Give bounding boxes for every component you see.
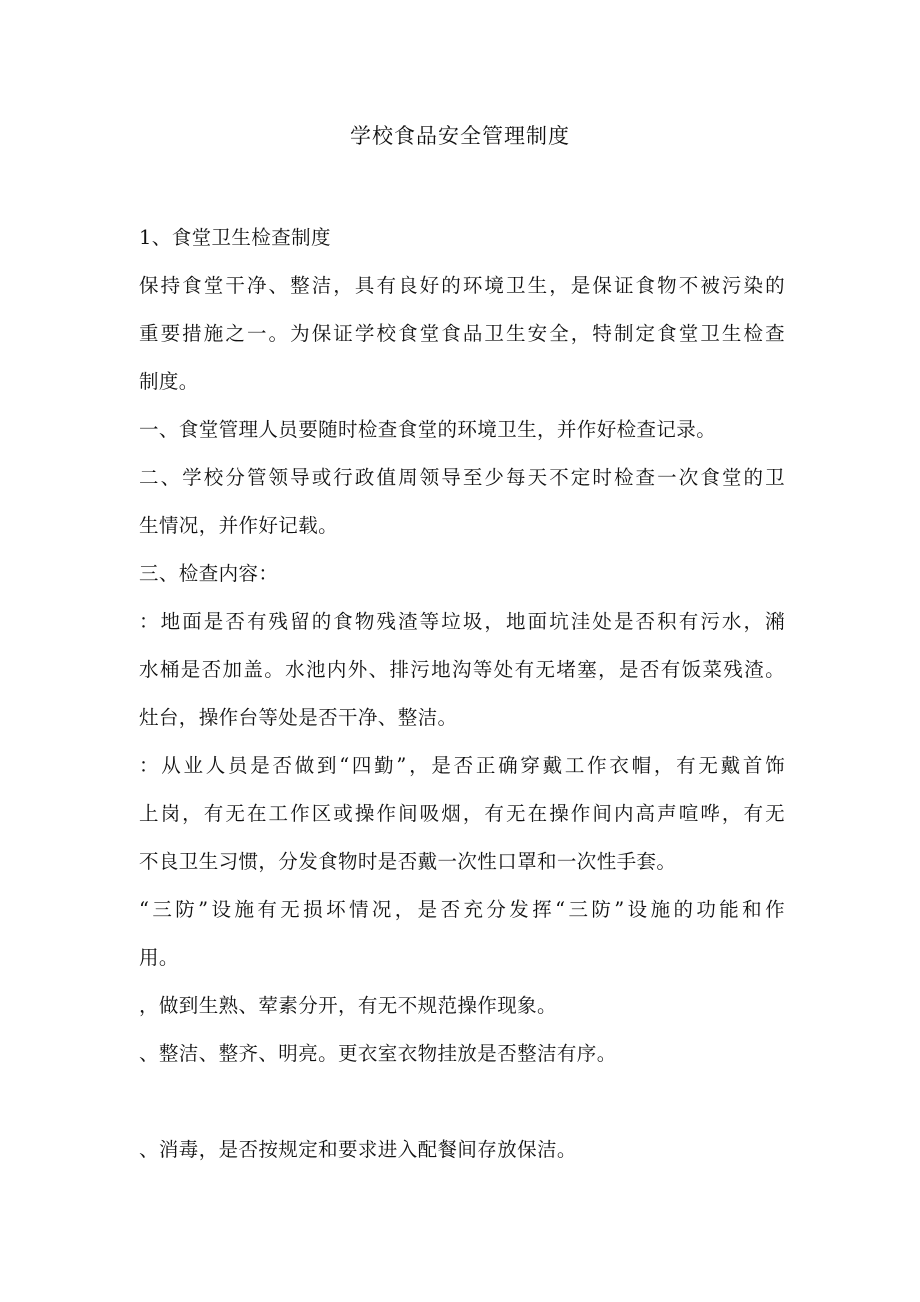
paragraph-line: “三防”设施有无损坏情况，是否充分发挥“三防”设施的功能和作 [139, 898, 785, 921]
document-body [139, 214, 785, 1174]
paragraph-line: 制度。 [139, 370, 199, 393]
paragraph-line: 、消毒，是否按规定和要求进入配餐间存放保洁。 [139, 1138, 577, 1161]
paragraph-line: 二、学校分管领导或行政值周领导至少每天不定时检查一次食堂的卫 [139, 466, 785, 489]
paragraph-line: 灶台，操作台等处是否干净、整洁。 [139, 706, 458, 729]
paragraph-line: 重要措施之一。为保证学校食堂食品卫生安全，特制定食堂卫生检查 [139, 322, 785, 345]
section-heading: 1、食堂卫生检查制度 [139, 226, 331, 249]
paragraph-line: 、整洁、整齐、明亮。更衣室衣物挂放是否整洁有序。 [139, 1042, 617, 1065]
paragraph-line: ：从业人员是否做到“四勤”，是否正确穿戴工作衣帽，有无戴首饰 [139, 754, 785, 777]
paragraph-line: 水桶是否加盖。水池内外、排污地沟等处有无堵塞，是否有饭菜残渣。 [139, 658, 785, 681]
paragraph-line: ，做到生熟、荤素分开，有无不规范操作现象。 [139, 994, 557, 1017]
paragraph-line: 用。 [139, 946, 179, 969]
paragraph-line: 上岗，有无在工作区或操作间吸烟，有无在操作间内高声喧哗，有无 [139, 802, 785, 825]
paragraph-line: 三、检查内容： [139, 562, 279, 585]
document-title: 学校食品安全管理制度 [350, 124, 570, 148]
paragraph-line: 一、食堂管理人员要随时检查食堂的环境卫生，并作好检查记录。 [139, 418, 717, 441]
paragraph-line: ：地面是否有残留的食物残渣等垃圾，地面坑洼处是否积有污水，潲 [139, 610, 785, 633]
paragraph-line: 保持食堂干净、整洁，具有良好的环境卫生，是保证食物不被污染的 [139, 274, 785, 297]
paragraph-line: 不良卫生习惯，分发食物时是否戴一次性口罩和一次性手套。 [139, 850, 677, 873]
blank-line [139, 1078, 785, 1126]
paragraph-line: 生情况，并作好记载。 [139, 514, 339, 537]
